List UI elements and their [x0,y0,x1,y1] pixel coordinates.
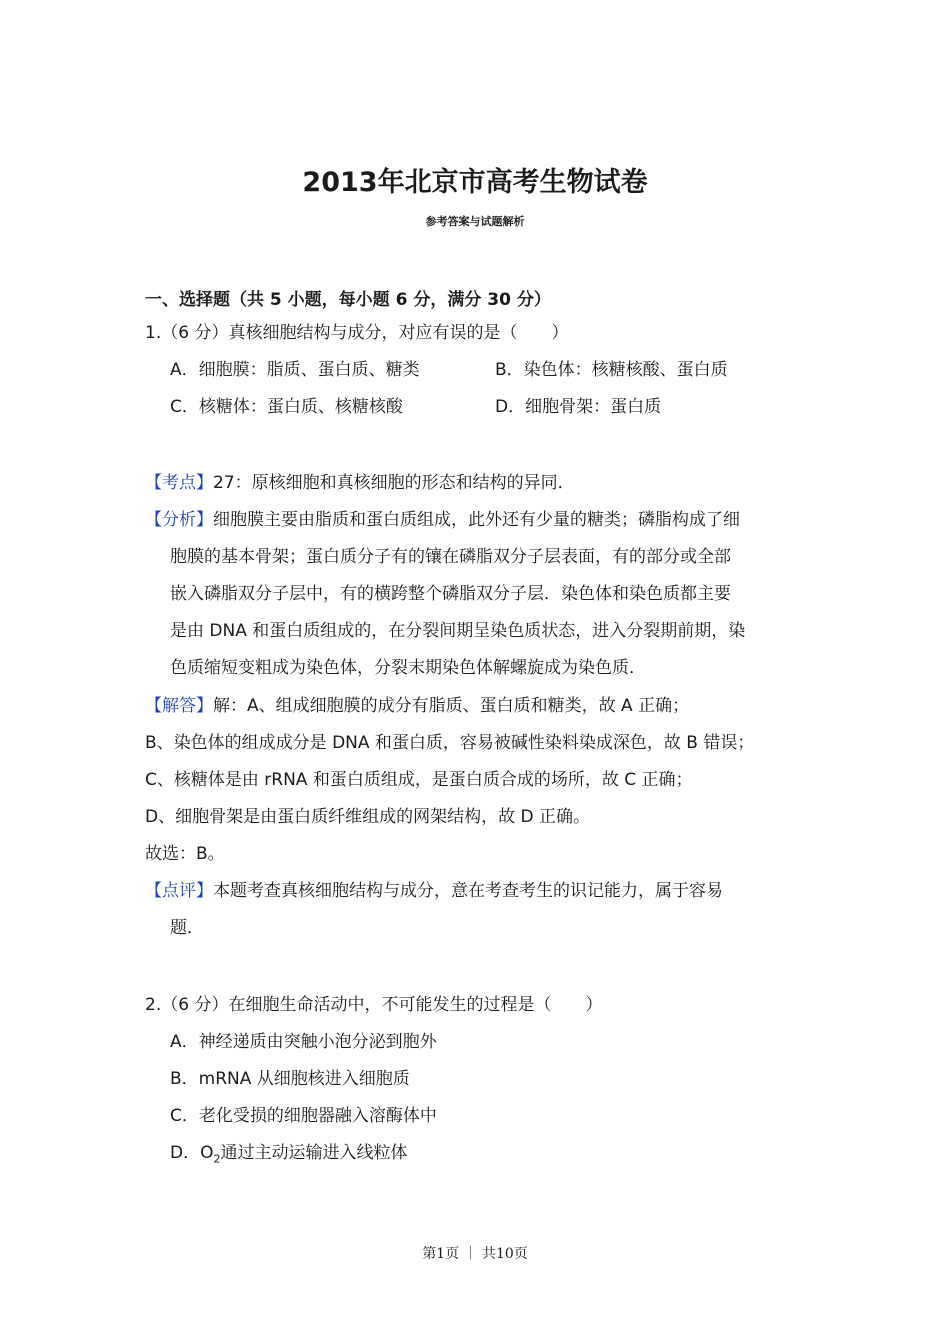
kaodian-text: 27：原核细胞和真核细胞的形态和结构的异同． [213,473,575,493]
answer-line: 故选：B。 [145,844,225,864]
page-footer: 第1页 ｜ 共10页 [422,1246,528,1262]
option-d-subscript: 2 [213,1152,221,1166]
question-2-option-a: A．神经递质由突触小泡分泌到胞外 [170,1032,437,1052]
question-2-option-b: B．mRNA 从细胞核进入细胞质 [170,1069,410,1089]
question-1-option-a: A．细胞膜：脂质、蛋白质、糖类 [170,360,420,380]
question-2-stem: 2.（6 分）在细胞生命活动中，不可能发生的过程是（ ） [145,995,603,1015]
question-1-stem: 1.（6 分）真核细胞结构与成分，对应有误的是（ ） [145,323,569,343]
dianping-line-1: 本题考查真核细胞结构与成分，意在考查考生的识记能力，属于容易 [213,881,723,901]
jieda-tag: 【解答】 [145,696,213,716]
page-title: 2013年北京市高考生物试卷 [302,167,648,198]
fenxi-line-2: 胞膜的基本骨架；蛋白质分子有的镶在磷脂双分子层表面，有的部分或全部 [170,547,731,567]
question-2-option-c: C．老化受损的细胞器融入溶酶体中 [170,1106,437,1126]
jieda-line-1: 解：A、组成细胞膜的成分有脂质、蛋白质和糖类，故 A 正确； [213,696,690,716]
fenxi-tag: 【分析】 [145,510,213,530]
kaodian-tag: 【考点】 [145,473,213,493]
question-2-option-d [170,1142,407,1170]
fenxi-line-1: 细胞膜主要由脂质和蛋白质组成，此外还有少量的糖类；磷脂构成了细 [213,510,740,530]
question-1-option-c: C．核糖体：蛋白质、核糖核酸 [170,397,403,417]
dianping-first-line [145,880,723,902]
fenxi-line-4: 是由 DNA 和蛋白质组成的，在分裂间期呈染色质状态，进入分裂期前期，染 [170,621,746,641]
jieda-line-3: C、核糖体是由 rRNA 和蛋白质组成，是蛋白质合成的场所，故 C 正确； [145,770,693,790]
jieda-line-2: B、染色体的组成成分是 DNA 和蛋白质，容易被碱性染料染成深色，故 B 错误； [145,733,755,753]
kaodian-paragraph [145,472,575,494]
page-subtitle: 参考答案与试题解析 [425,215,525,228]
option-d-text: 通过主动运输进入线粒体 [220,1143,408,1163]
dianping-line-2: 题． [170,918,204,938]
section-heading: 一、选择题（共 5 小题，每小题 6 分，满分 30 分） [145,290,551,310]
fenxi-line-3: 嵌入磷脂双分子层中，有的横跨整个磷脂双分子层．染色体和染色质都主要 [170,584,731,604]
fenxi-first-line [145,509,740,531]
question-1-option-b: B．染色体：核糖核酸、蛋白质 [495,360,728,380]
dianping-tag: 【点评】 [145,881,213,901]
fenxi-line-5: 色质缩短变粗成为染色体，分裂末期染色体解螺旋成为染色质． [170,658,646,678]
jieda-line-4: D、细胞骨架是由蛋白质纤维组成的网架结构，故 D 正确。 [145,807,590,827]
jieda-first-line [145,695,689,717]
question-1-option-d: D．细胞骨架：蛋白质 [495,397,662,417]
option-d-prefix: D．O [170,1143,214,1163]
